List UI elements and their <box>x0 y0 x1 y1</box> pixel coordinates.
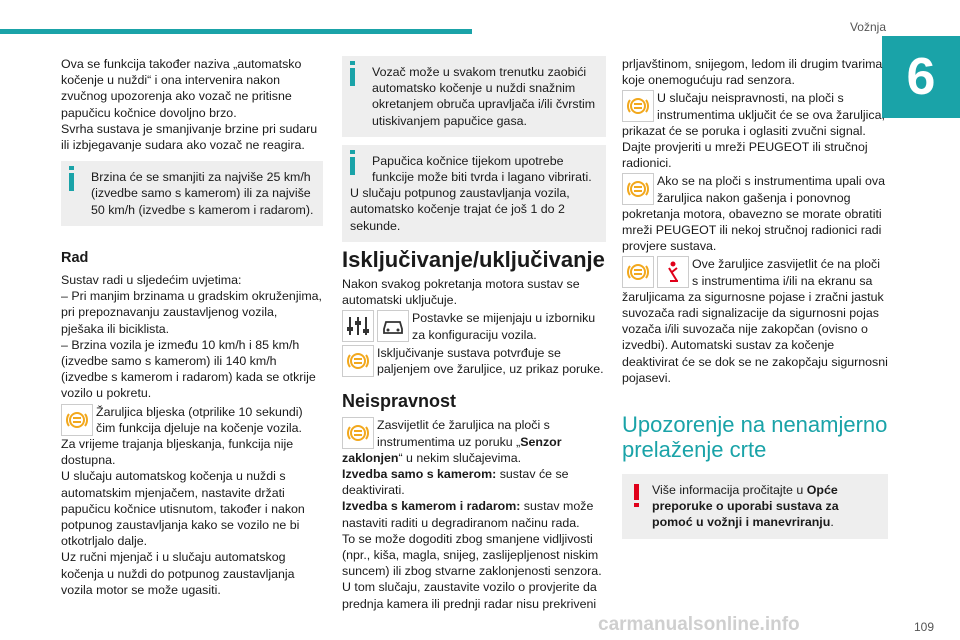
message-text: Senzor zaklonjen <box>342 434 562 465</box>
paragraph: U tom slučaju, zaustavite vozilo o provjerite da prednja kamera ili prednji radar nisu prekriveni <box>342 580 597 611</box>
text: . <box>830 515 834 530</box>
paragraph: Uz ručni mjenjač i u slučaju automatskog kočenja u nuždi do potpunog zaustavljanja vozila motor se može ugasiti. <box>61 550 295 597</box>
paragraph: Svrha sustava je smanjivanje brzine pri sudaru ili izbjegavanje sudara ako vozač ne reagira. <box>61 121 318 153</box>
paragraph: – Brzina vozila je između 10 km/h i 85 km/h (izvedbe samo s kamerom) ili 140 km/h (izvedbe s kamerom i radarom) kada se otkrije vozilo u pokretu. <box>61 337 316 401</box>
column-2 <box>342 56 606 612</box>
brake-warning-lamp-icon <box>342 345 374 377</box>
paragraph <box>342 498 606 530</box>
paragraph: prljavštinom, snijegom, ledom ili drugim tvarima koje onemogućuju rad senzora. <box>622 57 883 88</box>
bold-label: Izvedba samo s kamerom: <box>342 467 497 482</box>
info-text: Brzina će se smanjiti za najviše 25 km/h (izvedbe samo s kamerom) ili za najviše 50 km/h (izvedbe s kamerom i radarom). <box>91 170 314 217</box>
icon-line <box>342 417 606 466</box>
text: Zasvijetlit će žaruljica na ploči s instrumentima uz poruku „ <box>377 418 550 449</box>
paragraph: Sustav radi u sljedećim uvjetima: <box>61 273 242 288</box>
text: sustav će se deaktivirati. <box>342 467 569 498</box>
paragraph <box>342 466 606 498</box>
chapter-number: 6 <box>882 36 960 118</box>
icon-line <box>342 345 606 377</box>
icon-line <box>622 90 888 139</box>
header-accent-bar <box>0 29 472 34</box>
info-icon <box>69 173 74 191</box>
paragraph <box>342 417 606 466</box>
text: “ u nekim slučajevima. <box>398 450 522 465</box>
paragraph: Ove žaruljice zasvijetlit će na ploči s instrumentima i/ili na ekranu sa žaruljicama za sigurnosne pojase i zračni jastuk suvozača radi signalizacije da sigurnosni pojas vozača i/ili suvozača nije zakopčan (ovisno o izvedbi). Automatski sustav za kočenje deaktivirat će se dok se ne zakopčaju sigurnosni pojasevi. <box>622 257 888 385</box>
info-text: Vozač može u svakom trenutku zaobići automatsko kočenje u nuždi snažnim okretanjem obruča upravljača i/ili čvrstim utiskivanjem papučice gasa. <box>372 65 596 128</box>
info-text: Papučica kočnice tijekom upotrebe funkcije može biti tvrda i lagano vibrirati. <box>372 153 592 185</box>
warning-box <box>622 474 888 539</box>
warning-text <box>630 482 880 531</box>
brake-warning-lamp-icon <box>622 173 654 205</box>
paragraph: To se može dogoditi zbog smanjene vidljivosti (npr., kiša, magla, snijeg, zaslijepljenost niskim suncem) ili zbog stvarne zaklonjenosti senzora. <box>342 531 602 579</box>
bold-label: Izvedba s kamerom i radarom: <box>342 499 521 514</box>
info-box <box>61 161 323 226</box>
info-box <box>342 56 606 137</box>
icon-line <box>61 404 323 436</box>
paragraph: Isključivanje sustava potvrđuje se paljenjem ove žaruljice, uz prikaz poruke. <box>377 345 604 377</box>
watermark: carmanualsonline.info <box>598 614 800 635</box>
brake-warning-lamp-icon <box>342 417 374 449</box>
section-heading: Rad <box>61 249 89 266</box>
brake-warning-lamp-icon <box>622 90 654 122</box>
column-3 <box>622 56 888 539</box>
brake-warning-lamp-icon <box>61 404 93 436</box>
icon-line <box>622 173 888 254</box>
section-title: Vožnja <box>849 20 886 34</box>
info-text: U slučaju potpunog zaustavljanja vozila, automatsko kočenje trajat će još 1 do 2 sekunde. <box>350 186 570 233</box>
vehicle-config-icon <box>377 310 409 342</box>
brake-warning-lamp-icon <box>622 256 654 288</box>
text: Više informacija pročitajte u <box>652 483 807 498</box>
paragraph: Za vrijeme trajanja bljeskanja, funkcija nije dostupna. <box>61 437 294 468</box>
seatbelt-icon <box>657 256 689 288</box>
text: sustav može nastaviti raditi u degradiranom načinu rada. <box>342 499 594 530</box>
paragraph: Ako se na ploči s instrumentima upali ova žaruljica nakon gašenja i ponovnog pokretanja motora, obavezno se morate obratiti mreži PEUGEOT ili nekoj stručnoj radionici radi provjere sustava. <box>622 174 885 254</box>
section-heading: Upozorenje na nenamjerno prelaženje crte <box>622 412 888 463</box>
paragraph: Žaruljica bljeska (otprilike 10 sekundi) čim funkcija djeluje na kočenje vozila. <box>96 404 303 435</box>
paragraph: U slučaju neispravnosti, na ploči s instrumentima uključit će se ova žaruljica, prikazat će se poruka i oglasiti zvučni signal. <box>622 91 885 138</box>
reference-link[interactable]: Opće preporuke o uporabi sustava za pomoć u vožnji i manevriranju <box>652 483 839 530</box>
exclamation-icon <box>634 484 639 500</box>
icon-line <box>622 256 888 386</box>
info-icon <box>350 157 355 175</box>
paragraph: Ova se funkcija također naziva „automatsko kočenje u nuždi“ i ona intervenira nakon zvučnog upozorenja ako vozač ne pritisne papučicu kočnice dovoljno brzo. <box>61 57 302 120</box>
column-1 <box>61 56 323 598</box>
info-box <box>342 145 606 242</box>
paragraph: Nakon svakog pokretanja motora sustav se automatski uključuje. <box>342 277 580 308</box>
paragraph: Postavke se mijenjaju u izborniku za konfiguraciju vozila. <box>412 311 596 342</box>
section-heading: Neispravnost <box>342 391 457 412</box>
section-heading: Isključivanje/uključivanje <box>342 246 605 272</box>
paragraph: – Pri manjim brzinama u gradskim okruženjima, pri prepoznavanju zaustavljenog vozila, pješaka ili biciklista. <box>61 289 322 336</box>
settings-sliders-icon <box>342 310 374 342</box>
paragraph: Dajte provjeriti u mreži PEUGEOT ili stručnoj radionici. <box>622 140 868 171</box>
icon-line <box>342 310 606 342</box>
paragraph: U slučaju automatskog kočenja u nuždi s automatskim mjenjačem, nastavite držati papučicu kočnice utisnutom, također i nakon potpunog zaustavljanja kako se vozilo ne bi otkotrljalo dalje. <box>61 469 305 549</box>
page-number: 109 <box>913 620 934 634</box>
info-icon <box>350 68 355 86</box>
